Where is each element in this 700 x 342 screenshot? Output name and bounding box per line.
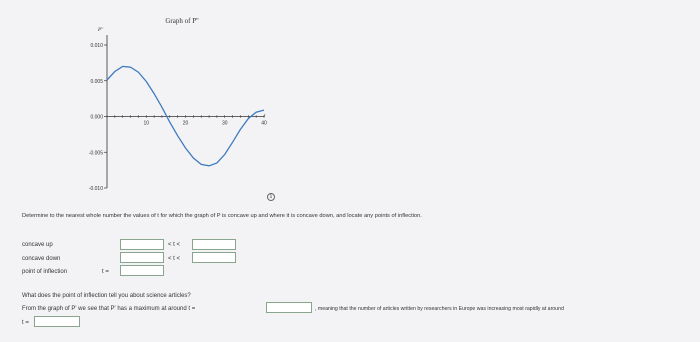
inflection-input[interactable]: [120, 265, 164, 276]
chart-title: Graph of P'': [165, 17, 199, 25]
concave-down-lower-input[interactable]: [120, 252, 164, 263]
concave-up-ineq: < t <: [168, 242, 181, 248]
x-tick-label: 10: [143, 120, 150, 127]
y-tick-label: 0.005: [90, 78, 103, 85]
max-t-input[interactable]: [266, 302, 312, 313]
y-tick-label: -0.010: [88, 186, 103, 192]
from-graph-text: From the graph of P' we see that P' has a maximum at around t =: [22, 306, 196, 312]
y-tick-label: 0.010: [90, 43, 103, 49]
x-axis-label: t: [264, 114, 266, 119]
final-t-equals: t =: [22, 320, 29, 326]
concave-down-label: concave down: [22, 256, 61, 262]
concave-up-upper-input[interactable]: [192, 239, 236, 250]
x-tick-label: 40: [261, 120, 267, 127]
final-t-input[interactable]: [34, 316, 80, 327]
x-tick-label: 20: [182, 120, 189, 127]
x-tick-label: 30: [221, 120, 228, 127]
y-tick-label: 0.000: [90, 114, 103, 121]
y-axis-label: P'': [98, 28, 104, 33]
concave-down-ineq: < t <: [168, 256, 181, 262]
y-tick-label: -0.005: [88, 150, 103, 157]
question-prompt: Determine to the nearest whole number the values of t for which the graph of P is concave up and where it is concave down, and locate any points of inflection.: [22, 213, 422, 219]
inflection-t-equals: t =: [102, 269, 109, 275]
inflection-label: point of inflection: [22, 269, 68, 275]
concave-up-label: concave up: [22, 242, 53, 248]
y-tick-group: [89, 43, 107, 192]
concave-down-upper-input[interactable]: [192, 252, 236, 263]
meaning-text: , meaning that the number of articles written by researchers in Europe was increasing most rapidly at around: [315, 306, 564, 312]
question-two: What does the point of inflection tell you about science articles?: [22, 293, 191, 299]
concave-up-lower-input[interactable]: [120, 239, 164, 250]
info-icon[interactable]: i: [267, 193, 275, 201]
